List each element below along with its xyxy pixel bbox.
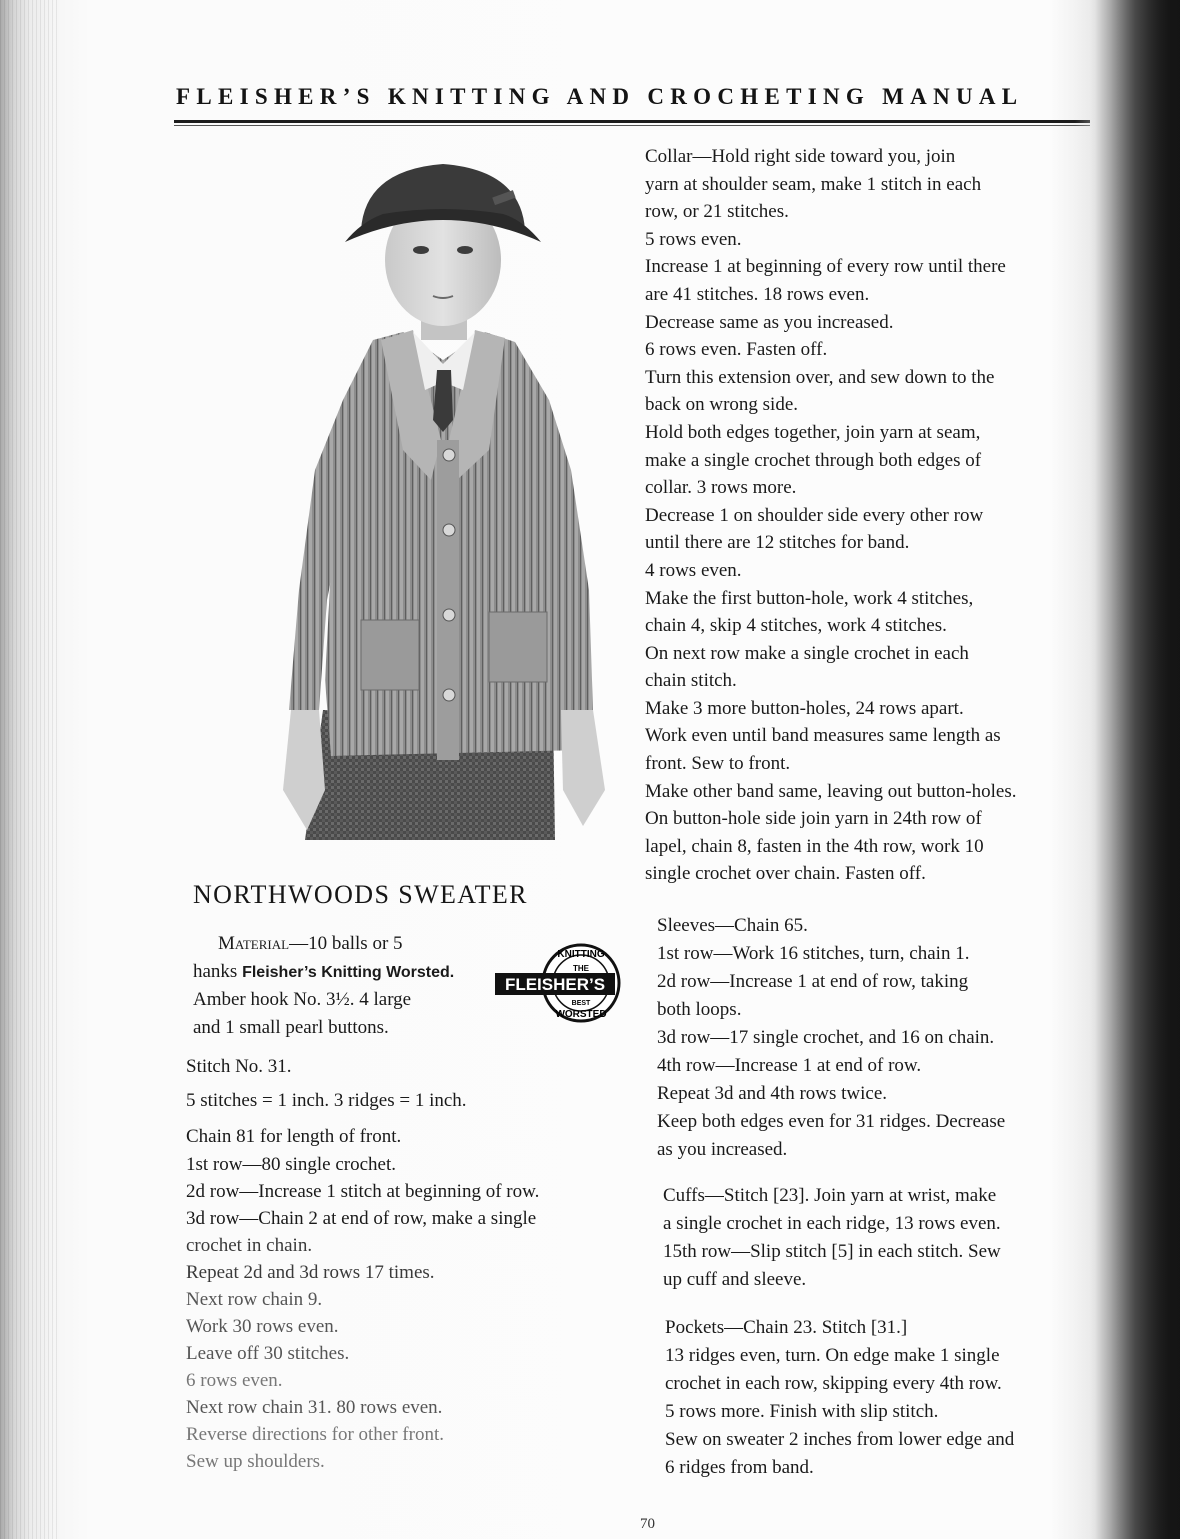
- page-edge-stack: [0, 0, 60, 1539]
- header-rule-thin: [174, 125, 1090, 126]
- collar-line: lapel, chain 8, fasten in the 4th row, work 10: [645, 835, 984, 857]
- collar-line: single crochet over chain. Fasten off.: [645, 863, 926, 885]
- pockets-line: 5 rows more. Finish with slip stitch.: [665, 1401, 939, 1422]
- material-line-1-text: —10 balls or 5: [289, 933, 403, 954]
- collar-line: chain stitch.: [645, 670, 737, 692]
- material-line-4: and 1 small pearl buttons.: [193, 1017, 389, 1038]
- collar-instructions: [645, 143, 1095, 888]
- cuffs-line: a single crochet in each ridge, 13 rows even.: [663, 1213, 1001, 1234]
- sleeves-line: 4th row—Increase 1 at end of row.: [657, 1055, 922, 1076]
- pockets-line: 13 ridges even, turn. On edge make 1 single: [665, 1345, 1000, 1366]
- collar-line: row, or 21 stitches.: [645, 201, 789, 223]
- logo-main-text: FLEISHER’S: [504, 975, 606, 994]
- left-line-row1: 1st row—80 single crochet.: [186, 1154, 397, 1175]
- material-block: [193, 930, 493, 1042]
- photo-pocket-right: [489, 612, 547, 682]
- sleeves-line: 3d row—17 single crochet, and 16 on chain.: [657, 1027, 995, 1048]
- material-lead: Material: [218, 933, 290, 954]
- cuffs-line: Cuffs—Stitch [23]. Join yarn at wrist, make: [663, 1185, 997, 1206]
- material-line-1: [193, 930, 493, 958]
- left-line-14: Reverse directions for other front.: [186, 1424, 444, 1445]
- collar-line: chain 4, skip 4 stitches, work 4 stitches.: [645, 615, 947, 637]
- photo-button-3: [443, 609, 455, 621]
- sleeves-instructions: [657, 912, 1097, 1164]
- photo-button-4: [443, 689, 455, 701]
- left-line-12: 6 rows even.: [186, 1370, 283, 1391]
- photo-button-1: [443, 449, 455, 461]
- photo-button-2: [443, 524, 455, 536]
- collar-line: Turn this extension over, and sew down to the: [645, 366, 995, 388]
- photo-svg: [253, 150, 633, 840]
- collar-line: make a single crochet through both edges of: [645, 449, 982, 471]
- logo-top-text: KNITTING: [557, 949, 605, 960]
- cuffs-line: 15th row—Slip stitch [5] in each stitch. Sew: [663, 1241, 1001, 1262]
- material-line-2-text: hanks: [193, 961, 238, 982]
- material-brand: Fleisher’s Knitting Worsted.: [242, 964, 455, 981]
- collar-line: Increase 1 at beginning of every row until there: [645, 256, 1006, 278]
- collar-line: front. Sew to front.: [645, 753, 791, 775]
- pockets-instructions: [665, 1314, 1105, 1482]
- left-instructions: [186, 1053, 646, 1475]
- left-line-row2: 2d row—Increase 1 stitch at beginning of row.: [186, 1181, 540, 1202]
- pockets-line: crochet in each row, skipping every 4th row.: [665, 1373, 1002, 1394]
- collar-line: are 41 stitches. 18 rows even.: [645, 283, 870, 305]
- left-line-13: Next row chain 31. 80 rows even.: [186, 1397, 443, 1418]
- cuffs-instructions: [663, 1182, 1103, 1294]
- sleeves-line: Repeat 3d and 4th rows twice.: [657, 1083, 888, 1104]
- material-line-2: [193, 958, 493, 986]
- collar-line: Make other band same, leaving out button-holes.: [645, 780, 1017, 802]
- left-line-10: Work 30 rows even.: [186, 1316, 339, 1337]
- collar-line: Make 3 more button-holes, 24 rows apart.: [645, 697, 964, 719]
- left-line-11: Leave off 30 stitches.: [186, 1343, 350, 1364]
- collar-line: Work even until band measures same length as: [645, 725, 1001, 747]
- cuffs-line: up cuff and sleeve.: [663, 1269, 807, 1290]
- left-line-9: Next row chain 9.: [186, 1289, 323, 1310]
- collar-line: On next row make a single crochet in each: [645, 642, 969, 664]
- pattern-title: NORTHWOODS SWEATER: [193, 880, 528, 909]
- collar-line: Make the first button-hole, work 4 stitches,: [645, 587, 974, 609]
- collar-line: Decrease same as you increased.: [645, 311, 894, 333]
- left-line-7: crochet in chain.: [186, 1235, 313, 1256]
- sleeves-line: as you increased.: [657, 1139, 788, 1160]
- left-line-chain: Chain 81 for length of front.: [186, 1126, 402, 1147]
- running-head: FLEISHER’S KNITTING AND CROCHETING MANUAL: [176, 84, 1024, 109]
- left-line-gauge: 5 stitches = 1 inch. 3 ridges = 1 inch.: [186, 1090, 467, 1111]
- collar-line: Hold both edges together, join yarn at seam,: [645, 421, 981, 443]
- left-line-row3: 3d row—Chain 2 at end of row, make a single: [186, 1208, 537, 1229]
- header-rule: [174, 120, 1090, 123]
- collar-line: back on wrong side.: [645, 394, 799, 416]
- collar-line: 5 rows even.: [645, 228, 742, 250]
- sleeves-line: 2d row—Increase 1 at end of row, taking: [657, 971, 969, 992]
- left-line-8: Repeat 2d and 3d rows 17 times.: [186, 1262, 435, 1283]
- collar-line: until there are 12 stitches for band.: [645, 532, 910, 554]
- photo-button-band: [437, 440, 459, 760]
- collar-line: 4 rows even.: [645, 559, 742, 581]
- left-line-15: Sew up shoulders.: [186, 1451, 325, 1472]
- fleishers-logo: [493, 938, 623, 1028]
- photo-pocket-left: [361, 620, 419, 690]
- sleeves-line: Keep both edges even for 31 ridges. Decrease: [657, 1111, 1006, 1132]
- collar-line: collar. 3 rows more.: [645, 477, 797, 499]
- pockets-line: 6 ridges from band.: [665, 1457, 814, 1478]
- logo-best: BEST: [571, 1000, 591, 1007]
- logo-svg: [493, 938, 623, 1028]
- pockets-line: Sew on sweater 2 inches from lower edge and: [665, 1429, 1015, 1450]
- collar-line: 6 rows even. Fasten off.: [645, 339, 828, 361]
- page-number: 70: [640, 1516, 655, 1532]
- logo-bottom-text: WORSTED: [555, 1009, 607, 1020]
- photo-boy-in-sweater: [253, 150, 633, 840]
- photo-hand-right: [561, 710, 605, 826]
- logo-the: THE: [573, 964, 589, 973]
- sleeves-line: Sleeves—Chain 65.: [657, 915, 808, 936]
- sleeves-line: 1st row—Work 16 stitches, turn, chain 1.: [657, 943, 970, 964]
- left-line-stitch: Stitch No. 31.: [186, 1056, 292, 1077]
- collar-line: Decrease 1 on shoulder side every other row: [645, 504, 984, 526]
- pockets-line: Pockets—Chain 23. Stitch [31.]: [665, 1317, 908, 1338]
- material-line-3: Amber hook No. 3½. 4 large: [193, 989, 412, 1010]
- collar-line: yarn at shoulder seam, make 1 stitch in each: [645, 173, 982, 195]
- collar-line: Collar—Hold right side toward you, join: [645, 146, 956, 167]
- sleeves-line: both loops.: [657, 999, 742, 1020]
- collar-line: On button-hole side join yarn in 24th row of: [645, 808, 982, 830]
